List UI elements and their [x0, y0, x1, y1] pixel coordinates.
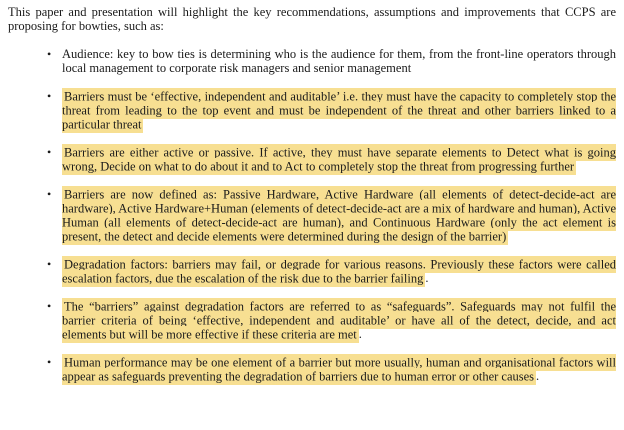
list-item — [8, 89, 616, 131]
bullet-icon: • — [47, 187, 52, 201]
list-item — [8, 47, 616, 75]
bullet-text-content: Barriers are now defined as: Passive Hardware, Active Hardware (all elements of detect-decide-act are hardware), Active Hardware+Human (elements of detect-decide-act are a mix of hardware and human), Active Human (all elements of detect-decide-act are human), and Continuous Hardware (only the act element is present, the detect and decide elements were determined during the design of the barrier) — [62, 187, 616, 243]
bullet-text — [62, 257, 616, 285]
bullet-text — [62, 187, 616, 243]
bullet-list — [8, 47, 616, 383]
bullet-text-content: Degradation factors: barriers may fail, or degrade for various reasons. Previously these factors were called escalation factors, due the escalation of the risk due to the barrier failing — [62, 257, 616, 285]
list-item — [8, 355, 616, 383]
bullet-text — [62, 355, 616, 383]
bullet-icon: • — [47, 257, 52, 271]
bullet-icon: • — [47, 355, 52, 369]
bullet-text-content: Barriers must be ‘effective, independent and auditable’ i.e. they must have the capacity to completely stop the threat from leading to the top event and must be independent of the threat and other barriers linked to a particular threat — [62, 89, 616, 131]
bullet-text-content: Barriers are either active or passive. If active, they must have separate elements to Detect what is going wrong, Decide on what to do about it and to Act to completely stop the threat from progressing further — [62, 145, 616, 173]
intro-paragraph: This paper and presentation will highlight the key recommendations, assumptions and improvements that CCPS are proposing for bowties, such as: — [8, 5, 616, 33]
bullet-text-suffix: . — [536, 369, 540, 383]
list-item — [8, 145, 616, 173]
list-item — [8, 299, 616, 341]
bullet-text — [62, 299, 616, 341]
bullet-icon: • — [47, 89, 52, 103]
list-item — [8, 187, 616, 243]
bullet-text-content: The “barriers” against degradation factors are referred to as “safeguards”. Safeguards may not fulfil the barrier criteria of being ‘effective, independent and auditable’ or have all of the detect, decide, and act elements but will be more effective if these criteria are met — [62, 299, 616, 341]
bullet-text-content: Human performance may be one element of a barrier but more usually, human and organisational factors will appear as safeguards preventing the degradation of barriers due to human error or other causes — [62, 355, 616, 383]
bullet-text — [62, 89, 616, 131]
list-item — [8, 257, 616, 285]
bullet-icon: • — [47, 145, 52, 159]
bullet-text-suffix: . — [425, 271, 429, 285]
bullet-text-suffix: . — [358, 327, 362, 341]
bullet-icon: • — [47, 299, 52, 313]
bullet-text — [62, 47, 616, 75]
bullet-text — [62, 145, 616, 173]
bullet-text-content: Audience: key to bow ties is determining who is the audience for them, from the front-line operators through local management to corporate risk managers and senior management — [62, 47, 616, 75]
bullet-icon: • — [47, 47, 52, 61]
